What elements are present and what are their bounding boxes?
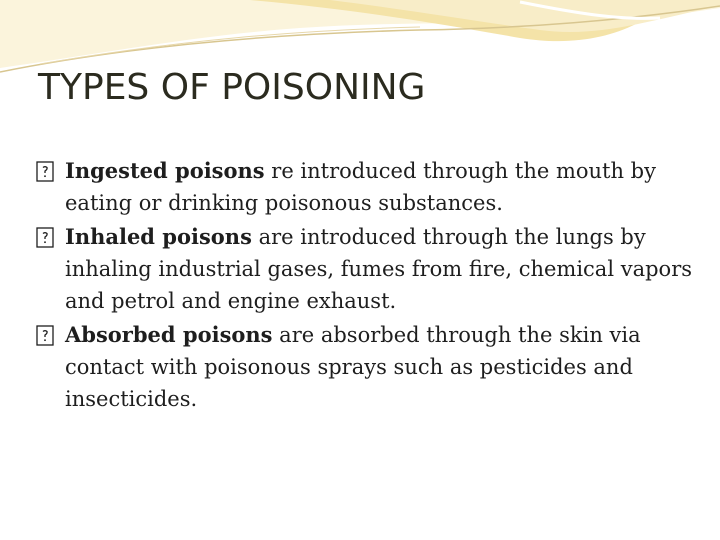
bullet-list <box>36 155 696 417</box>
page-title: TYPES OF POISONING <box>38 67 426 108</box>
bullet-term: Absorbed poisons <box>65 322 273 347</box>
bullet-item-ingested <box>36 155 696 219</box>
missing-glyph-box-icon <box>36 227 54 248</box>
bullet-text: are absorbed through the skin via contact with poisonous sprays such as pesticides and insecticides. <box>65 323 641 411</box>
bullet-term: Ingested poisons <box>65 158 265 183</box>
bullet-text: re introduced through the mouth by eating or drinking poisonous substances. <box>65 159 656 215</box>
bullet-item-inhaled <box>36 221 696 317</box>
missing-glyph-box-icon <box>36 161 54 182</box>
bullet-text: are introduced through the lungs by inhaling industrial gases, fumes from fire, chemical vapors and petrol and engine exhaust. <box>65 225 693 313</box>
bullet-item-absorbed <box>36 319 696 415</box>
bullet-term: Inhaled poisons <box>65 224 252 249</box>
missing-glyph-box-icon <box>36 325 54 346</box>
